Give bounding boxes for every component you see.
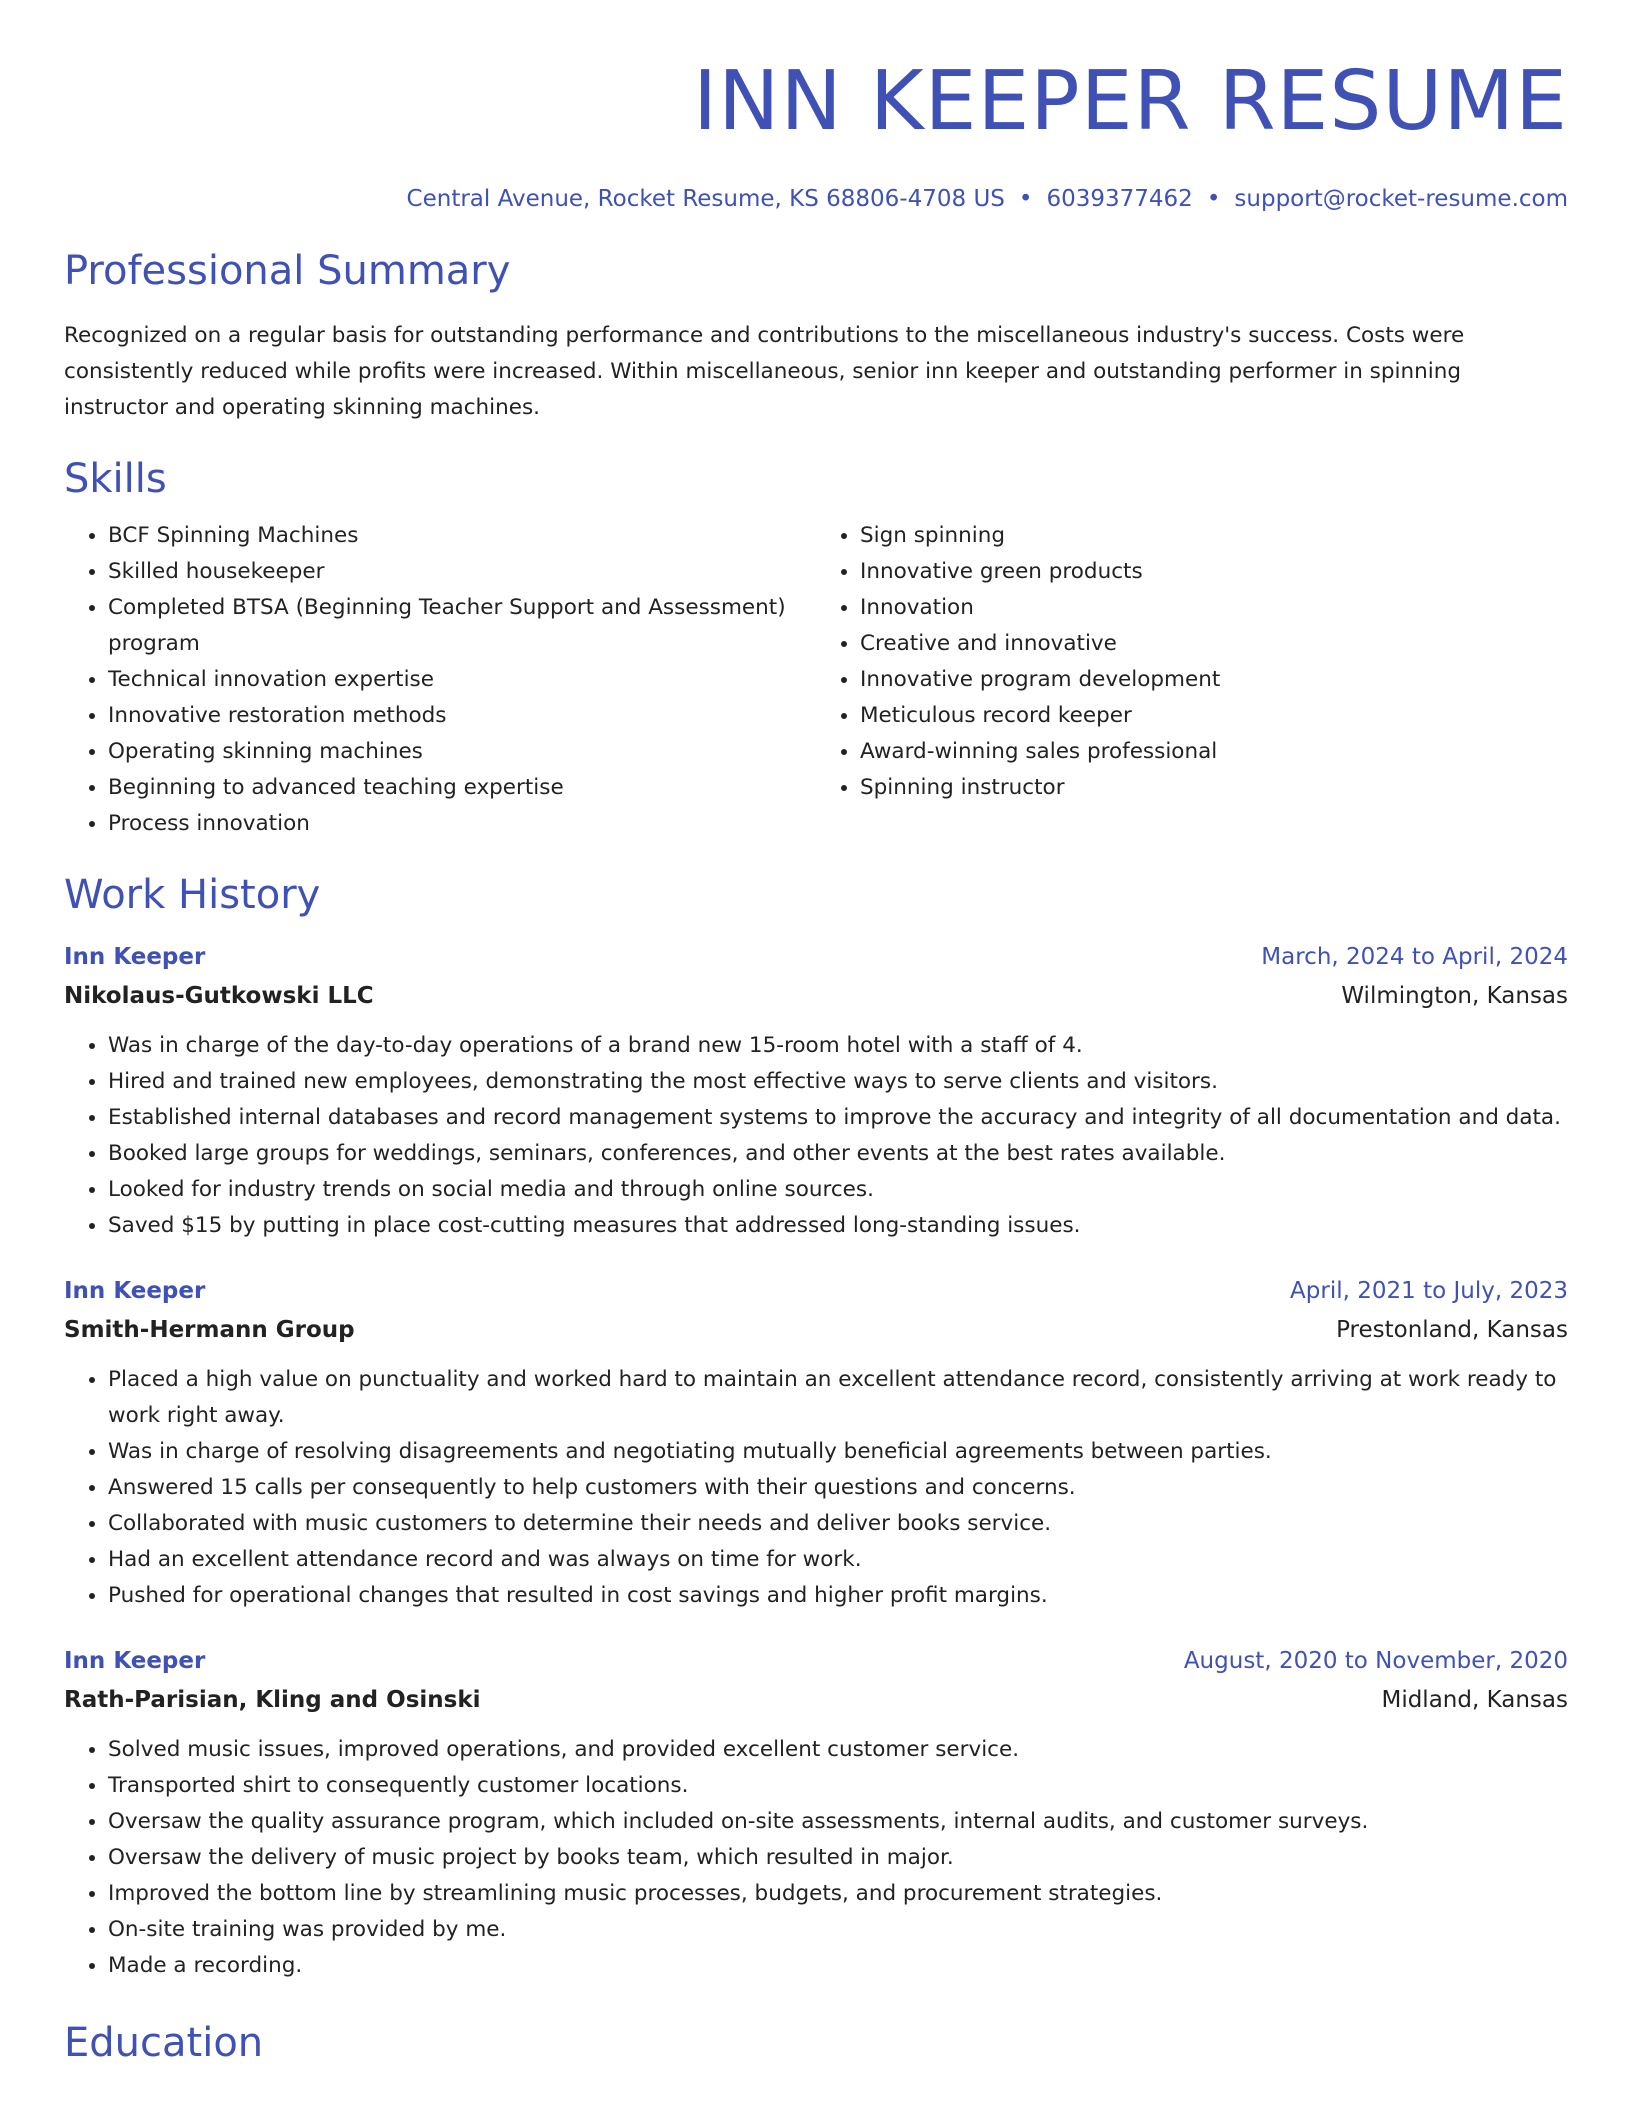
skill-item: • Skilled housekeeper bbox=[108, 554, 816, 590]
section-title-education: Education bbox=[64, 2020, 264, 2066]
resume-name: INN KEEPER RESUME bbox=[692, 54, 1568, 149]
skills-columns bbox=[64, 518, 1568, 842]
job-bullet: • Was in charge of resolving disagreements and negotiating mutually beneficial agreements between parties. bbox=[108, 1434, 1568, 1470]
job-dates: August, 2020 to November, 2020 bbox=[1183, 1648, 1568, 1674]
skill-item: • Creative and innovative bbox=[860, 626, 1568, 662]
skill-item: • Process innovation bbox=[108, 806, 816, 842]
job-title: Inn Keeper bbox=[64, 1278, 206, 1304]
job-bullet: • Pushed for operational changes that resulted in cost savings and higher profit margins. bbox=[108, 1578, 1568, 1614]
job-bullet: • Transported shirt to consequently customer locations. bbox=[108, 1768, 1568, 1804]
contact-line bbox=[64, 182, 1568, 216]
job-bullet: • Established internal databases and record management systems to improve the accuracy and integrity of all documentation and data. bbox=[108, 1100, 1568, 1136]
job-title: Inn Keeper bbox=[64, 1648, 206, 1674]
job-dates: April, 2021 to July, 2023 bbox=[1290, 1278, 1568, 1304]
resume-header bbox=[64, 0, 1568, 216]
skill-item: • Operating skinning machines bbox=[108, 734, 816, 770]
job-company-row bbox=[64, 1310, 1568, 1350]
skill-item: • Innovative restoration methods bbox=[108, 698, 816, 734]
job-bullet: • Oversaw the delivery of music project by books team, which resulted in major. bbox=[108, 1840, 1568, 1876]
job-header-row bbox=[64, 1272, 1568, 1310]
job-location: Midland, Kansas bbox=[1381, 1687, 1568, 1713]
contact-address: Central Avenue, Rocket Resume, KS 68806-4708 US bbox=[406, 186, 1005, 212]
skill-item: • Technical innovation expertise bbox=[108, 662, 816, 698]
skills-list-left bbox=[64, 518, 816, 842]
section-title-work-history: Work History bbox=[64, 872, 321, 918]
contact-email: support@rocket-resume.com bbox=[1234, 186, 1568, 212]
skill-item: • Beginning to advanced teaching expertise bbox=[108, 770, 816, 806]
job-bullet: • Answered 15 calls per consequently to help customers with their questions and concerns. bbox=[108, 1470, 1568, 1506]
job-company: Nikolaus-Gutkowski LLC bbox=[64, 983, 374, 1009]
contact-phone: 6039377462 bbox=[1046, 186, 1193, 212]
job-bullet: • Had an excellent attendance record and was always on time for work. bbox=[108, 1542, 1568, 1578]
job-company: Rath-Parisian, Kling and Osinski bbox=[64, 1687, 481, 1713]
job-bullet: • Solved music issues, improved operations, and provided excellent customer service. bbox=[108, 1732, 1568, 1768]
job-company-row bbox=[64, 976, 1568, 1016]
job-bullet: • Hired and trained new employees, demonstrating the most effective ways to serve clients and visitors. bbox=[108, 1064, 1568, 1100]
job-company: Smith-Hermann Group bbox=[64, 1317, 355, 1343]
job-bullet: • Made a recording. bbox=[108, 1948, 1568, 1984]
contact-separator: • bbox=[1018, 186, 1033, 212]
job-header-row bbox=[64, 938, 1568, 976]
job-bullet: • Placed a high value on punctuality and worked hard to maintain an excellent attendance record, consistently arriving at work ready to work right away. bbox=[108, 1362, 1568, 1434]
skill-item: • Innovative green products bbox=[860, 554, 1568, 590]
job-bullet: • Oversaw the quality assurance program, which included on-site assessments, internal audits, and customer surveys. bbox=[108, 1804, 1568, 1840]
job-bullet: • Collaborated with music customers to determine their needs and deliver books service. bbox=[108, 1506, 1568, 1542]
contact-separator: • bbox=[1206, 186, 1221, 212]
job-header-row bbox=[64, 1642, 1568, 1680]
skill-item: • Meticulous record keeper bbox=[860, 698, 1568, 734]
summary-text: Recognized on a regular basis for outstanding performance and contributions to the miscellaneous industry's success. Costs were consistently reduced while profits were increased. Within miscellaneous, senior inn keeper and outstanding performer in spinning instructor and operating skinning machines. bbox=[64, 323, 1465, 420]
job-bullets bbox=[64, 1028, 1568, 1244]
job-bullets bbox=[64, 1732, 1568, 1984]
skill-item: • Award-winning sales professional bbox=[860, 734, 1568, 770]
job-bullet: • On-site training was provided by me. bbox=[108, 1912, 1568, 1948]
job-bullets bbox=[64, 1362, 1568, 1614]
skill-item: • BCF Spinning Machines bbox=[108, 518, 816, 554]
skills-list-right bbox=[816, 518, 1568, 842]
skill-item: • Innovation bbox=[860, 590, 1568, 626]
skill-item: • Completed BTSA (Beginning Teacher Support and Assessment) program bbox=[108, 590, 816, 662]
job-location: Prestonland, Kansas bbox=[1336, 1317, 1568, 1343]
job-bullet: • Booked large groups for weddings, seminars, conferences, and other events at the best rates available. bbox=[108, 1136, 1568, 1172]
skill-item: • Sign spinning bbox=[860, 518, 1568, 554]
job-location: Wilmington, Kansas bbox=[1341, 983, 1568, 1009]
job-dates: March, 2024 to April, 2024 bbox=[1261, 944, 1568, 970]
job-company-row bbox=[64, 1680, 1568, 1720]
job-entry bbox=[64, 938, 1568, 1244]
job-bullet: • Improved the bottom line by streamlining music processes, budgets, and procurement strategies. bbox=[108, 1876, 1568, 1912]
job-entry bbox=[64, 1272, 1568, 1614]
job-title: Inn Keeper bbox=[64, 944, 206, 970]
job-bullet: • Looked for industry trends on social media and through online sources. bbox=[108, 1172, 1568, 1208]
job-bullet: • Was in charge of the day-to-day operations of a brand new 15-room hotel with a staff of 4. bbox=[108, 1028, 1568, 1064]
job-bullet: • Saved $15 by putting in place cost-cutting measures that addressed long-standing issues. bbox=[108, 1208, 1568, 1244]
skill-item: • Innovative program development bbox=[860, 662, 1568, 698]
section-title-skills: Skills bbox=[64, 456, 167, 502]
skill-item: • Spinning instructor bbox=[860, 770, 1568, 806]
job-entry bbox=[64, 1642, 1568, 1984]
section-title-professional-summary: Professional Summary bbox=[64, 248, 511, 294]
